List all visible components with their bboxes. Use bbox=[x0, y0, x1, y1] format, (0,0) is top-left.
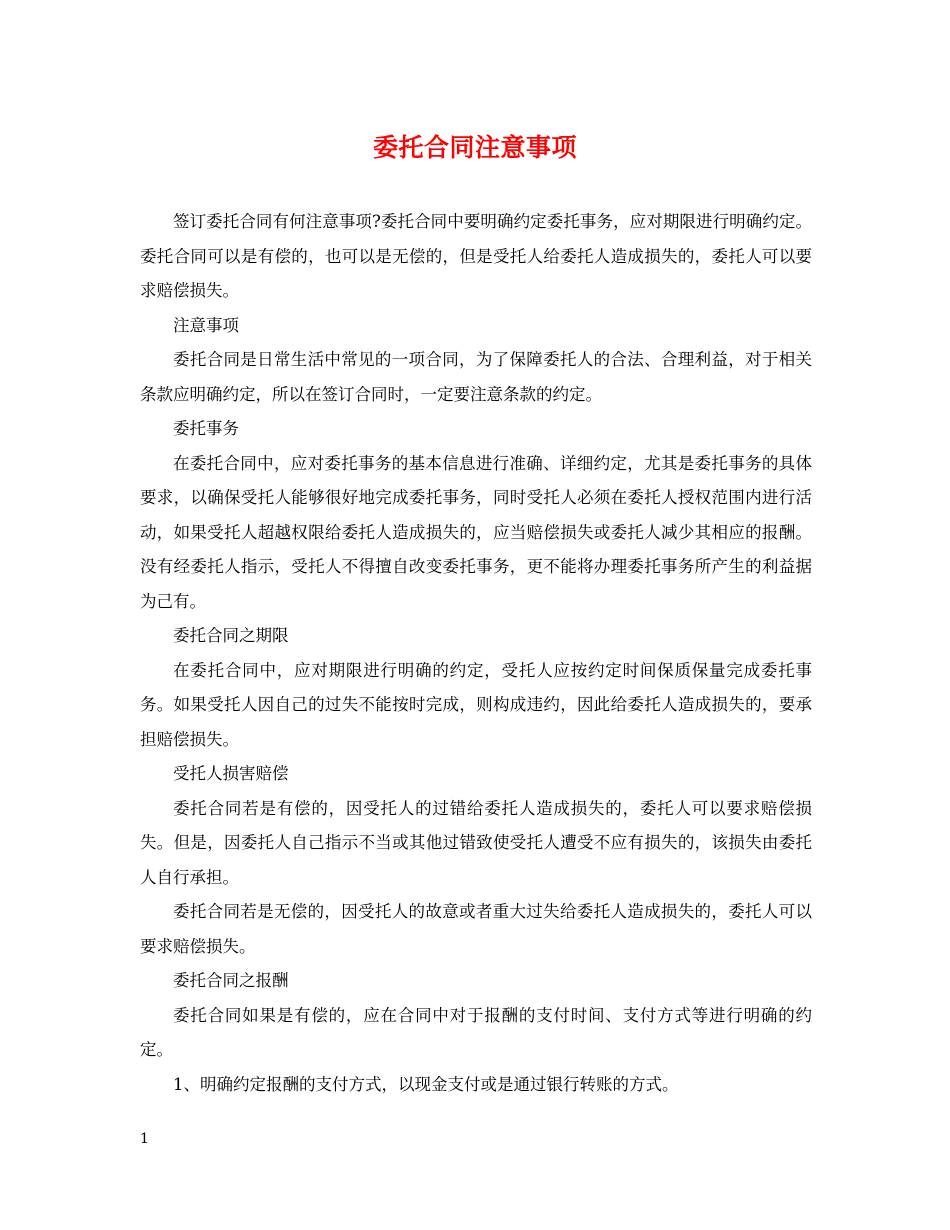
section-heading-entrusted-affairs: 委托事务 bbox=[173, 419, 239, 438]
section-heading-notes: 注意事项 bbox=[173, 315, 239, 335]
damages-paid-paragraph: 委托合同若是有偿的，因受托人的过错给委托人造成损失的，委托人可以要求赔偿损失。但是，因委托人自己指示不当或其他过错致使受托人遭受不应有损失的，该损失由委托人自行承担。 bbox=[140, 798, 812, 887]
entrusted-affairs-paragraph: 在委托合同中，应对委托事务的基本信息进行准确、详细约定，尤其是委托事务的具体要求，以确保受托人能够很好地完成委托事务，同时受托人必须在委托人授权范围内进行活动，如果受托人超越权限给委托人造成损失的，应当赔偿损失或委托人减少其相应的报酬。没有经委托人指示，受托人不得擅自改变委托事务，更不能将办理委托事务所产生的利益据为己有。 bbox=[140, 453, 812, 611]
notes-paragraph: 委托合同是日常生活中常见的一项合同，为了保障委托人的合法、合理利益，对于相关条款应明确约定，所以在签订合同时，一定要注意条款的约定。 bbox=[140, 350, 812, 404]
section-heading-damages: 受托人损害赔偿 bbox=[173, 764, 289, 783]
section-heading-term: 委托合同之期限 bbox=[173, 626, 289, 645]
section-heading-remuneration: 委托合同之报酬 bbox=[173, 971, 289, 990]
document-title: 委托合同注意事项 bbox=[372, 133, 577, 162]
remuneration-item-1: 1、明确约定报酬的支付方式，以现金支付或是通过银行转账的方式。 bbox=[173, 1074, 679, 1094]
term-paragraph: 在委托合同中，应对期限进行明确的约定，受托人应按约定时间保质保量完成委托事务。如果受托人因自己的过失不能按时完成，则构成违约，因此给委托人造成损失的，要承担赔偿损失。 bbox=[140, 660, 812, 749]
remuneration-paragraph: 委托合同如果是有偿的，应在合同中对于报酬的支付时间、支付方式等进行明确的约定。 bbox=[140, 1005, 812, 1059]
document-body bbox=[140, 205, 812, 1102]
page-number: 1 bbox=[140, 1131, 149, 1147]
intro-paragraph: 签订委托合同有何注意事项?委托合同中要明确约定委托事务，应对期限进行明确约定。委托合同可以是有偿的，也可以是无偿的，但是受托人给委托人造成损失的，委托人可以要求赔偿损失。 bbox=[140, 212, 812, 300]
damages-unpaid-paragraph: 委托合同若是无偿的，因受托人的故意或者重大过失给委托人造成损失的，委托人可以要求赔偿损失。 bbox=[140, 902, 812, 956]
